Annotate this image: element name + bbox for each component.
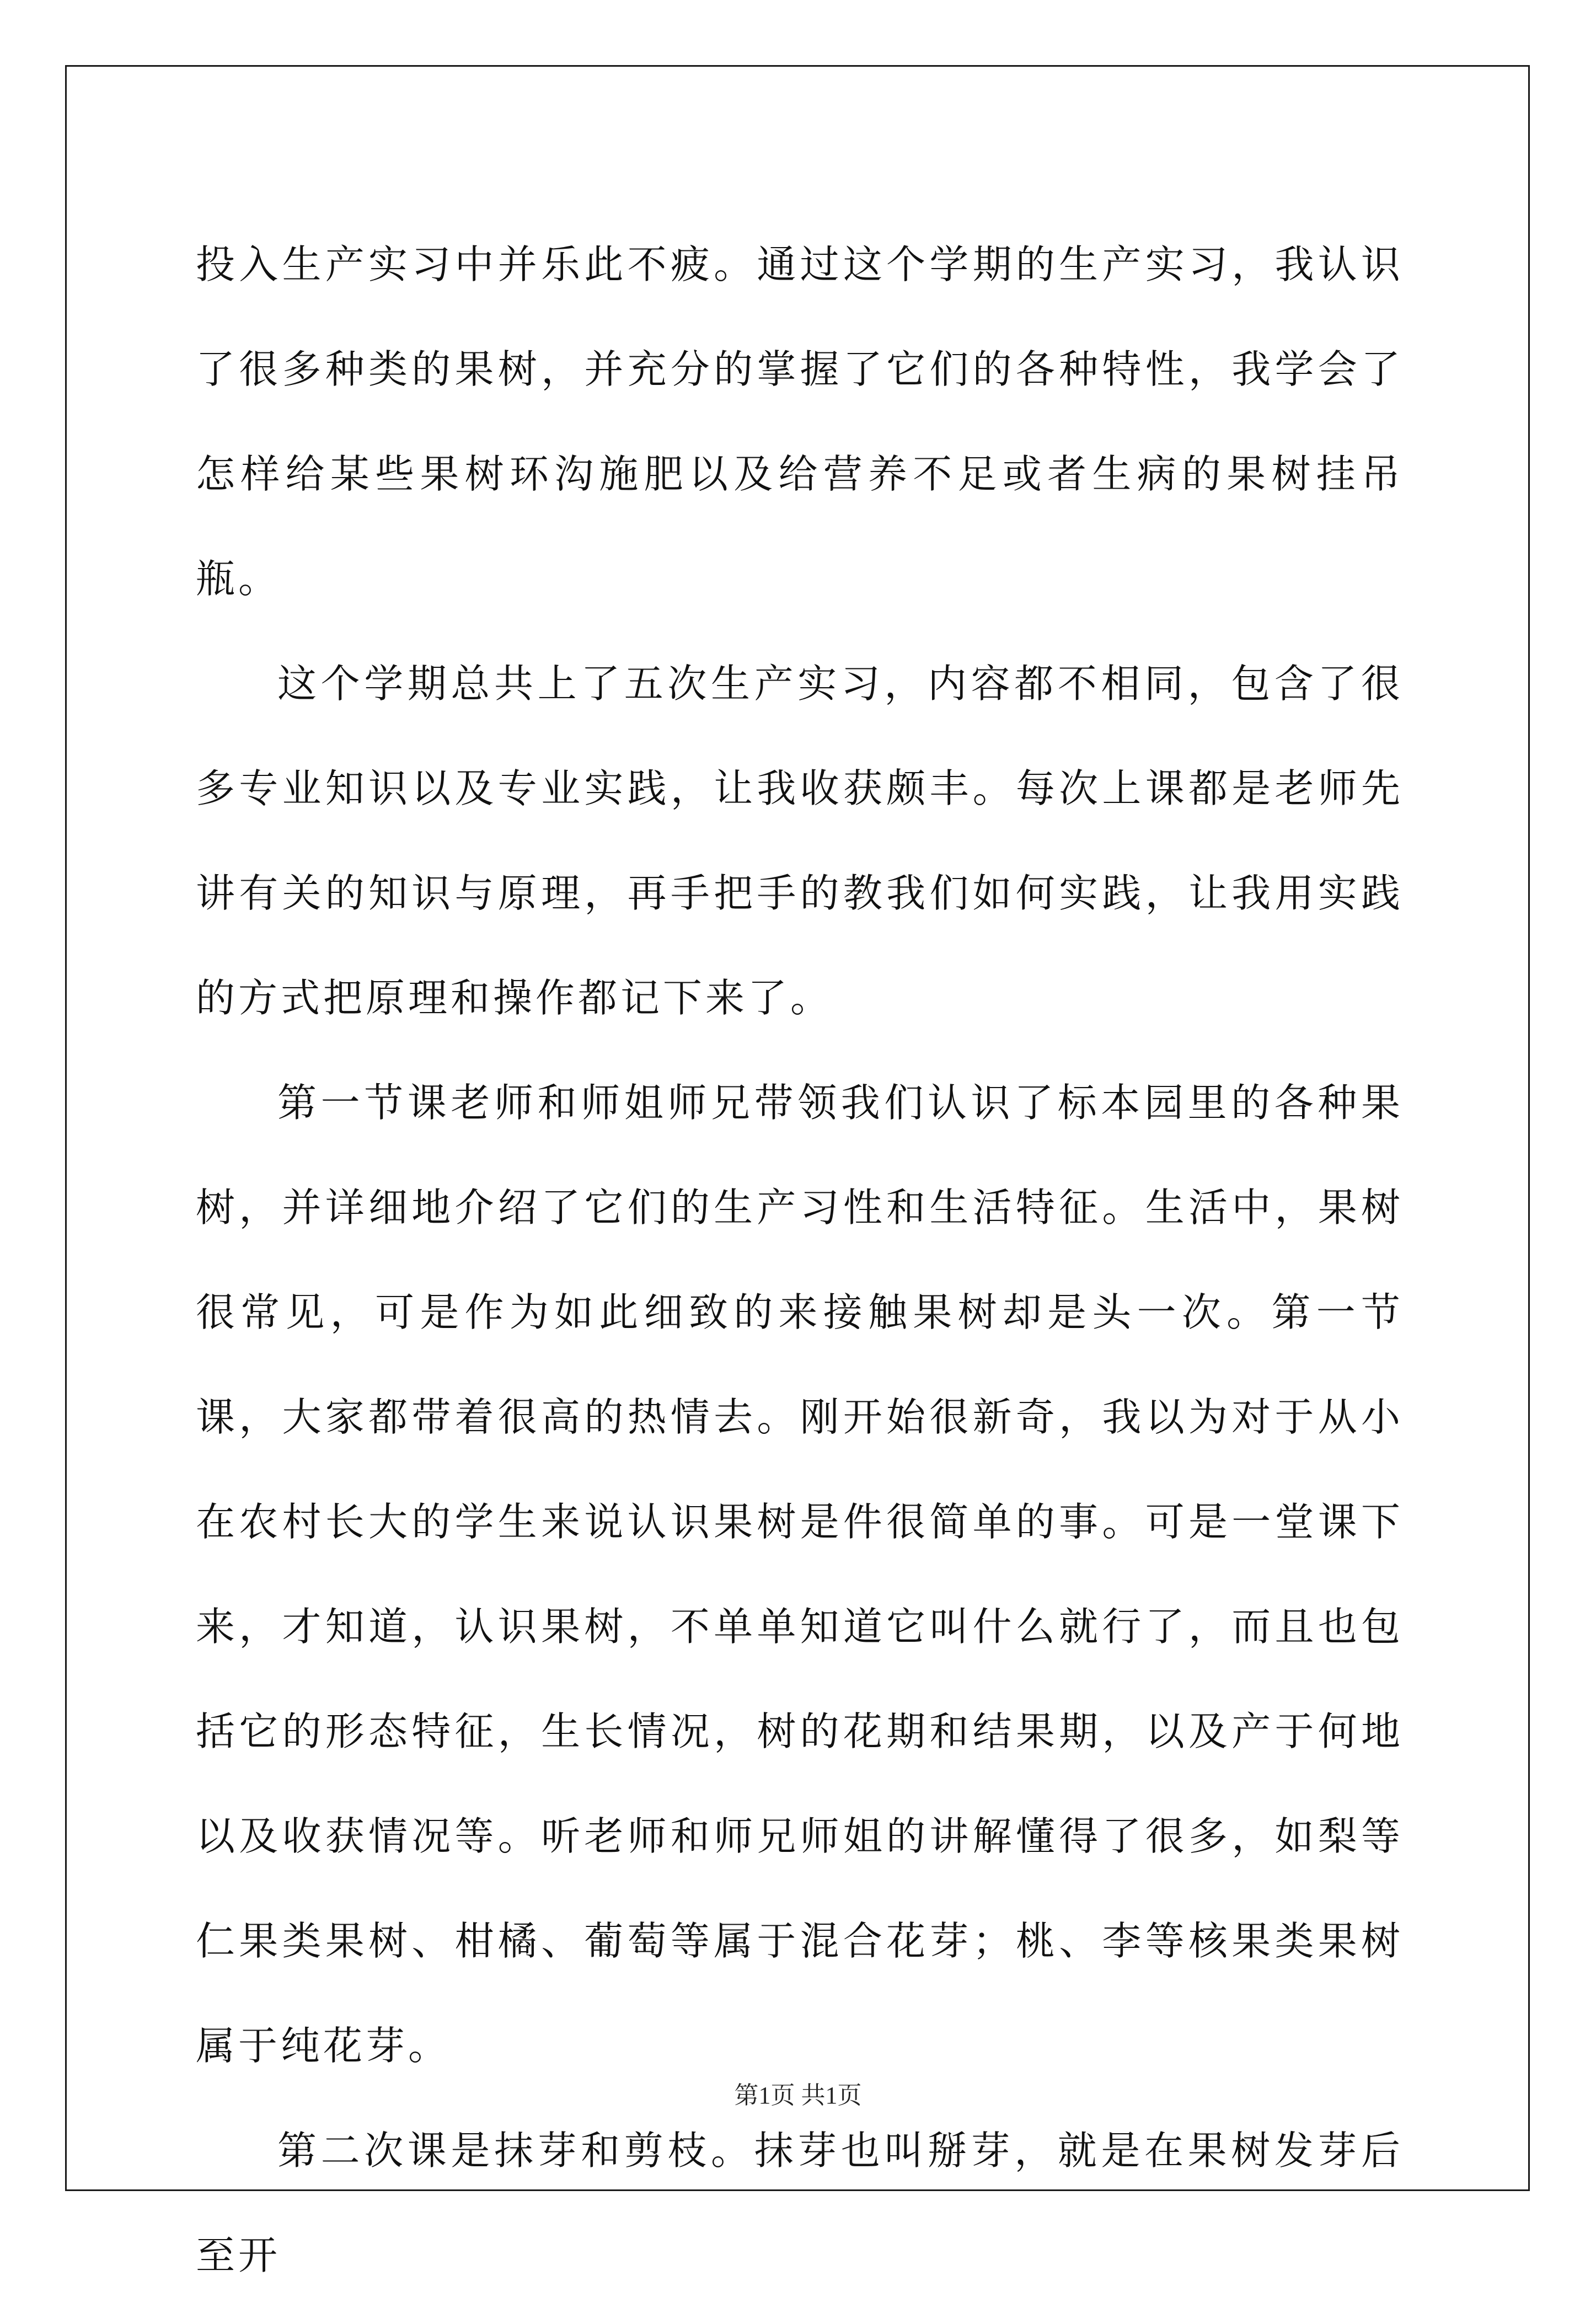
page-footer: 第1页 共1页 [734,2082,862,2109]
paragraph-2: 这个学期总共上了五次生产实习，内容都不相同，包含了很多专业知识以及专业实践，让我收获颇丰。每次上课都是老师先讲有关的知识与原理，再手把手的教我们如何实践，让我用实践的方式把原理和操作都记下来了。 [196,661,1404,1021]
paragraph-4: 第二次课是抹芽和剪枝。抹芽也叫掰芽，就是在果树发芽后至开 [196,2128,1404,2278]
paragraph-3: 第一节课老师和师姐师兄带领我们认识了标本园里的各种果树，并详细地介绍了它们的生产习性和生活特征。生活中，果树很常见，可是作为如此细致的来接触果树却是头一次。第一节课，大家都带着很高的热情去。刚开始很新奇，我以为对于从小在农村长大的学生来说认识果树是件很简单的事。可是一堂课下来，才知道，认识果树，不单单知道它叫什么就行了，而且也包括它的形态特征，生长情况，树的花期和结果期，以及产于何地以及收获情况等。听老师和师兄师姐的讲解懂得了很多，如梨等仁果类果树、柑橘、葡萄等属于混合花芽；桃、李等核果类果树属于纯花芽。 [196,1080,1404,2069]
document-body [196,212,1404,2308]
paragraph-1: 投入生产实习中并乐此不疲。通过这个学期的生产实习，我认识了很多种类的果树，并充分的掌握了它们的各种特性，我学会了怎样给某些果树环沟施肥以及给营养不足或者生病的果树挂吊瓶。 [196,242,1404,602]
